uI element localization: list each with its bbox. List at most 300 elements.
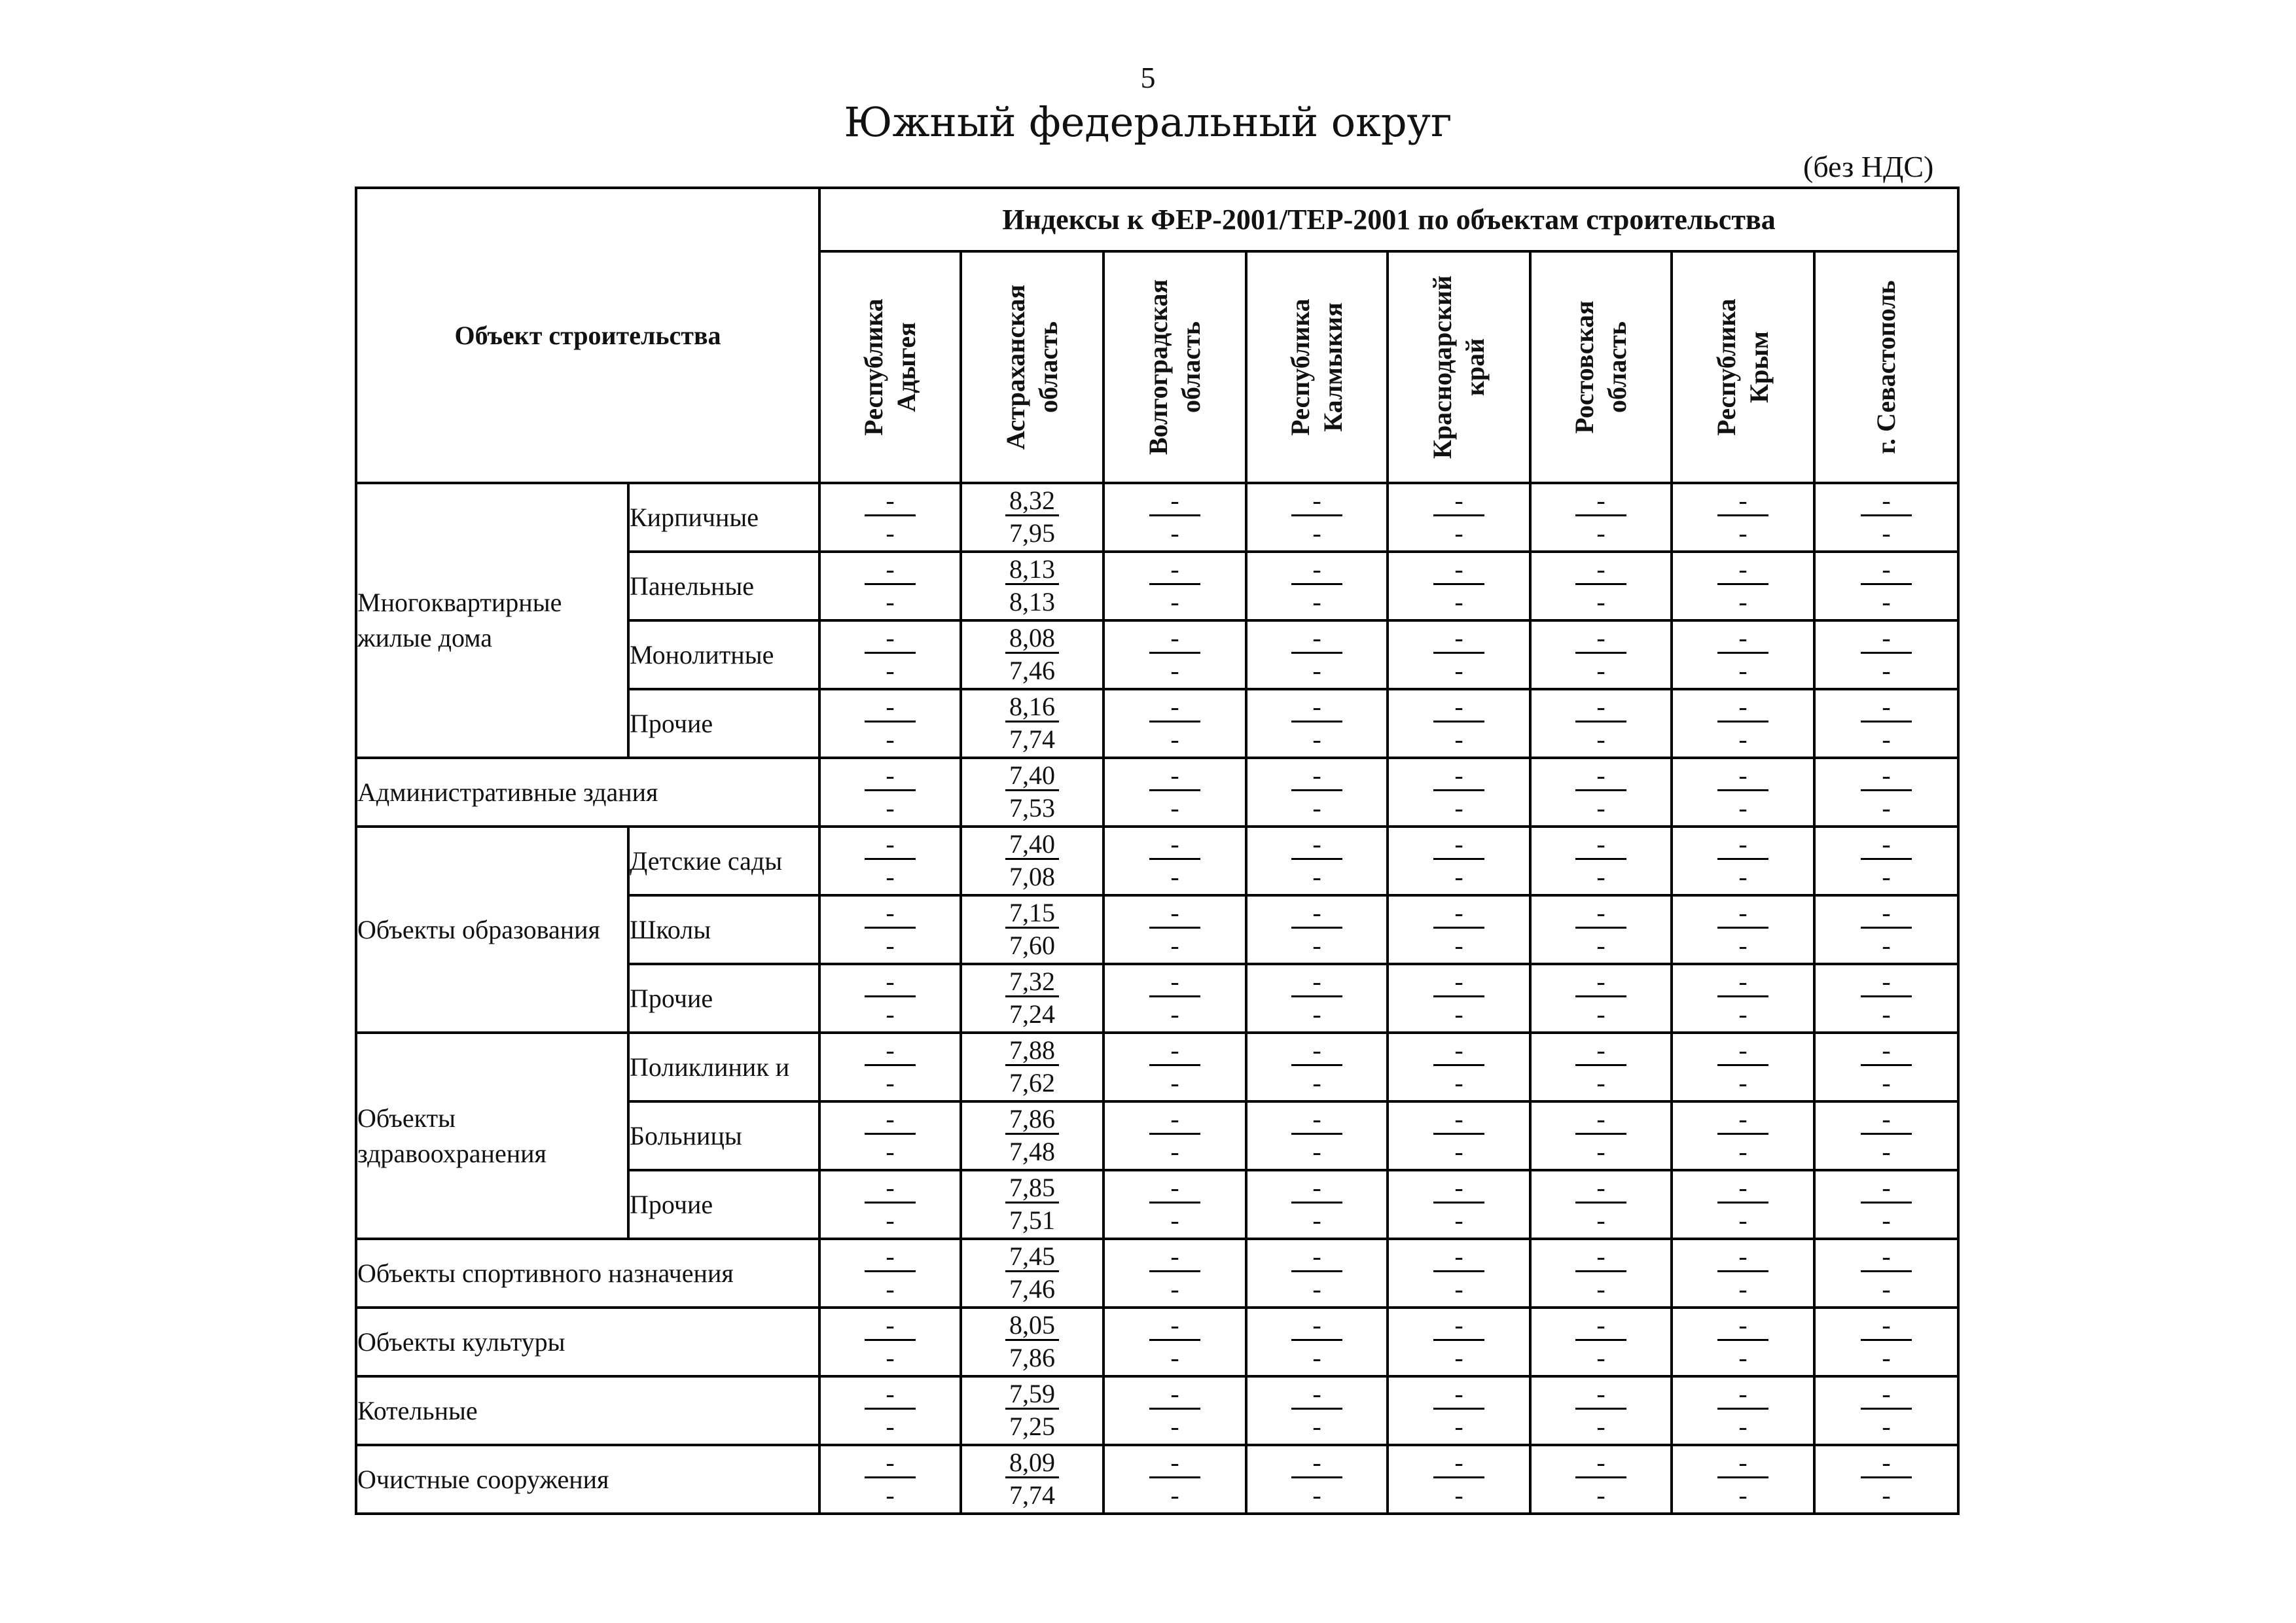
index-value-pair	[1291, 1446, 1342, 1512]
value-cell-sevastopol	[1814, 827, 1958, 895]
index-value-pair	[865, 965, 915, 1031]
index-value-ter: -	[1882, 1274, 1891, 1304]
index-value-pair	[1575, 690, 1626, 757]
value-cell-sevastopol	[1814, 964, 1958, 1033]
index-value-pair	[1717, 828, 1768, 894]
index-value-pair	[1149, 484, 1200, 550]
index-value-fer: -	[1170, 898, 1179, 927]
value-cell-kalmykia	[1246, 1170, 1388, 1239]
index-value-pair	[865, 622, 915, 688]
index-value-ter: -	[1170, 1068, 1179, 1097]
index-table	[355, 187, 1960, 1515]
vat-note: (без НДС)	[1803, 150, 1934, 183]
index-value-ter: -	[1312, 1137, 1321, 1166]
index-value-pair	[1005, 759, 1059, 825]
index-value-fer: -	[1454, 1379, 1463, 1408]
index-value-ter: -	[1882, 1068, 1891, 1097]
index-value-pair	[1005, 622, 1059, 688]
value-cell-sevastopol	[1814, 1170, 1958, 1239]
index-value-pair	[1005, 484, 1059, 550]
value-cell-rostov	[1530, 483, 1672, 552]
index-value-pair	[1575, 828, 1626, 894]
value-cell-rostov	[1530, 1376, 1672, 1445]
indices-group-header: Индексы к ФЕР-2001/ТЕР-2001 по объектам строительства	[819, 188, 1958, 251]
index-value-fer: -	[886, 760, 895, 790]
index-value-pair	[1291, 1034, 1342, 1100]
index-value-ter: -	[1454, 518, 1463, 548]
index-value-ter: -	[1454, 1412, 1463, 1441]
value-cell-volgograd	[1103, 1445, 1246, 1514]
value-cell-adygea	[819, 1033, 961, 1101]
value-cell-kalmykia	[1246, 1033, 1388, 1101]
index-value-ter: -	[1170, 518, 1179, 548]
index-value-pair	[1149, 1103, 1200, 1169]
object-label: Очистные сооружения	[356, 1445, 819, 1514]
index-value-pair	[1433, 1034, 1484, 1100]
index-value-fer: -	[1454, 554, 1463, 584]
index-value-ter: -	[1596, 1068, 1605, 1097]
index-value-ter: -	[1738, 1205, 1748, 1235]
value-cell-astrakhan	[961, 1239, 1103, 1308]
index-value-fer: -	[1596, 623, 1605, 652]
index-value-ter: 7,60	[1009, 931, 1056, 960]
index-value-fer: -	[1312, 829, 1321, 859]
value-cell-crimea	[1672, 1239, 1814, 1308]
index-value-pair	[1291, 1171, 1342, 1238]
index-value-ter: -	[886, 1274, 895, 1304]
index-value-ter: -	[1738, 999, 1748, 1029]
index-value-fer: 7,59	[1009, 1379, 1056, 1408]
index-value-ter: -	[1312, 793, 1321, 823]
index-value-fer: -	[1596, 1173, 1605, 1202]
index-value-pair	[1005, 1034, 1059, 1100]
index-value-fer: -	[886, 1448, 895, 1477]
value-cell-volgograd	[1103, 483, 1246, 552]
page-number: 5	[1140, 61, 1156, 94]
region-header-text: Краснодарский край	[1427, 275, 1490, 459]
index-value-ter: -	[1738, 1137, 1748, 1166]
object-subtype-label: Панельные	[628, 552, 819, 620]
index-value-pair	[1005, 828, 1059, 894]
table-row	[356, 483, 1958, 552]
value-cell-krasnodar	[1388, 895, 1530, 964]
value-cell-rostov	[1530, 1170, 1672, 1239]
index-value-pair	[1291, 1240, 1342, 1306]
index-value-fer: -	[1454, 486, 1463, 515]
index-value-ter: -	[1882, 656, 1891, 685]
value-cell-krasnodar	[1388, 964, 1530, 1033]
index-value-ter: -	[1738, 1480, 1748, 1510]
value-cell-astrakhan	[961, 1101, 1103, 1170]
region-header-crimea	[1672, 251, 1814, 483]
index-value-pair	[1291, 1309, 1342, 1375]
object-subtype-label: Детские сады	[628, 827, 819, 895]
index-value-ter: -	[1454, 1480, 1463, 1510]
index-value-pair	[1717, 1446, 1768, 1512]
index-value-fer: -	[1738, 623, 1748, 652]
region-header-kalmykia	[1246, 251, 1388, 483]
index-value-fer: -	[1170, 1379, 1179, 1408]
index-value-pair	[1433, 622, 1484, 688]
index-value-fer: -	[1170, 829, 1179, 859]
index-value-pair	[1433, 1309, 1484, 1375]
index-value-fer: 8,08	[1009, 623, 1056, 652]
index-value-fer: -	[1882, 898, 1891, 927]
index-value-ter: 7,48	[1009, 1137, 1056, 1166]
index-value-fer: -	[1454, 898, 1463, 927]
value-cell-sevastopol	[1814, 483, 1958, 552]
index-value-ter: 7,24	[1009, 999, 1056, 1029]
value-cell-crimea	[1672, 620, 1814, 689]
value-cell-crimea	[1672, 895, 1814, 964]
index-value-pair	[1717, 690, 1768, 757]
index-value-ter: -	[1312, 1412, 1321, 1441]
region-header-krasnodar	[1388, 251, 1530, 483]
index-value-fer: -	[1738, 898, 1748, 927]
index-value-pair	[1861, 1171, 1911, 1238]
index-value-ter: -	[1738, 656, 1748, 685]
value-cell-astrakhan	[961, 827, 1103, 895]
index-value-fer: -	[1738, 1241, 1748, 1271]
value-cell-krasnodar	[1388, 1308, 1530, 1376]
index-value-fer: -	[1738, 486, 1748, 515]
value-cell-kalmykia	[1246, 964, 1388, 1033]
value-cell-astrakhan	[961, 1033, 1103, 1101]
index-value-ter: -	[1596, 793, 1605, 823]
index-value-fer: 7,40	[1009, 760, 1056, 790]
index-value-ter: -	[1454, 1343, 1463, 1372]
index-value-fer: -	[1882, 1310, 1891, 1340]
index-value-ter: 7,46	[1009, 656, 1056, 685]
value-cell-volgograd	[1103, 758, 1246, 827]
index-value-fer: -	[1312, 1241, 1321, 1271]
value-cell-rostov	[1530, 827, 1672, 895]
value-cell-rostov	[1530, 620, 1672, 689]
index-value-pair	[865, 828, 915, 894]
object-subtype-label: Кирпичные	[628, 483, 819, 552]
value-cell-kalmykia	[1246, 895, 1388, 964]
value-cell-adygea	[819, 483, 961, 552]
index-value-ter: -	[1596, 999, 1605, 1029]
index-value-fer: -	[1738, 1104, 1748, 1133]
object-subtype-label: Прочие	[628, 689, 819, 758]
index-value-pair	[1575, 553, 1626, 619]
index-value-pair	[1005, 965, 1059, 1031]
index-value-fer: -	[886, 967, 895, 996]
index-value-ter: -	[1312, 862, 1321, 891]
index-value-ter: -	[1312, 518, 1321, 548]
index-value-fer: -	[1738, 554, 1748, 584]
value-cell-krasnodar	[1388, 1170, 1530, 1239]
value-cell-crimea	[1672, 483, 1814, 552]
index-value-fer: -	[1170, 1448, 1179, 1477]
index-value-ter: 7,53	[1009, 793, 1056, 823]
index-value-fer: -	[1312, 1035, 1321, 1065]
object-group-label: Объекты здравоохранения	[356, 1033, 628, 1239]
value-cell-kalmykia	[1246, 689, 1388, 758]
index-value-fer: -	[1170, 1310, 1179, 1340]
index-value-fer: -	[886, 623, 895, 652]
index-value-ter: 7,62	[1009, 1068, 1056, 1097]
index-value-ter: -	[886, 931, 895, 960]
value-cell-krasnodar	[1388, 758, 1530, 827]
value-cell-kalmykia	[1246, 1308, 1388, 1376]
region-header-text: Республика Адыгея	[859, 298, 922, 436]
index-value-pair	[1861, 1309, 1911, 1375]
index-value-fer: 7,45	[1009, 1241, 1056, 1271]
index-value-pair	[1005, 1240, 1059, 1306]
index-value-pair	[1433, 1240, 1484, 1306]
value-cell-rostov	[1530, 1308, 1672, 1376]
index-value-fer: -	[1882, 829, 1891, 859]
index-value-fer: -	[1312, 692, 1321, 721]
index-value-fer: -	[1596, 486, 1605, 515]
index-value-ter: -	[1170, 862, 1179, 891]
index-value-ter: 7,25	[1009, 1412, 1056, 1441]
value-cell-sevastopol	[1814, 1445, 1958, 1514]
index-value-fer: -	[886, 692, 895, 721]
index-value-fer: -	[1882, 760, 1891, 790]
index-value-ter: -	[1170, 999, 1179, 1029]
value-cell-sevastopol	[1814, 1239, 1958, 1308]
table-row	[356, 1033, 1958, 1101]
value-cell-adygea	[819, 827, 961, 895]
value-cell-crimea	[1672, 689, 1814, 758]
value-cell-volgograd	[1103, 1101, 1246, 1170]
index-value-fer: -	[1596, 1448, 1605, 1477]
index-value-pair	[1433, 484, 1484, 550]
index-value-ter: -	[886, 1343, 895, 1372]
index-value-pair	[1291, 828, 1342, 894]
index-value-pair	[1717, 1309, 1768, 1375]
index-value-ter: -	[1882, 1480, 1891, 1510]
index-value-fer: -	[1738, 1173, 1748, 1202]
index-value-fer: -	[1882, 692, 1891, 721]
value-cell-krasnodar	[1388, 1033, 1530, 1101]
index-value-fer: -	[886, 829, 895, 859]
index-value-fer: -	[1312, 1379, 1321, 1408]
value-cell-adygea	[819, 964, 961, 1033]
value-cell-astrakhan	[961, 552, 1103, 620]
object-label: Котельные	[356, 1376, 819, 1445]
index-value-pair	[1005, 1309, 1059, 1375]
index-value-fer: -	[1738, 829, 1748, 859]
value-cell-kalmykia	[1246, 827, 1388, 895]
index-value-ter: -	[1170, 1205, 1179, 1235]
index-value-pair	[865, 1378, 915, 1444]
index-value-fer: -	[1312, 486, 1321, 515]
index-value-pair	[1861, 1034, 1911, 1100]
index-value-pair	[1433, 897, 1484, 963]
table-row	[356, 1376, 1958, 1445]
object-label: Административные здания	[356, 758, 819, 827]
index-value-fer: -	[1170, 1104, 1179, 1133]
index-value-fer: -	[1312, 967, 1321, 996]
index-value-pair	[1717, 1240, 1768, 1306]
index-value-pair	[1005, 897, 1059, 963]
index-value-pair	[865, 1240, 915, 1306]
index-value-pair	[1005, 1171, 1059, 1238]
index-value-fer: -	[1596, 1310, 1605, 1340]
index-value-ter: -	[1596, 1412, 1605, 1441]
index-value-ter: -	[1882, 1343, 1891, 1372]
value-cell-crimea	[1672, 827, 1814, 895]
object-column-header-text: Объект строительства	[454, 320, 721, 350]
index-value-ter: -	[886, 1205, 895, 1235]
index-value-fer: -	[1882, 1241, 1891, 1271]
index-value-pair	[1433, 965, 1484, 1031]
index-value-ter: -	[1882, 862, 1891, 891]
value-cell-kalmykia	[1246, 1101, 1388, 1170]
index-value-pair	[1433, 759, 1484, 825]
value-cell-astrakhan	[961, 1308, 1103, 1376]
index-value-pair	[865, 1309, 915, 1375]
value-cell-kalmykia	[1246, 1445, 1388, 1514]
value-cell-volgograd	[1103, 895, 1246, 964]
index-value-fer: -	[1454, 1448, 1463, 1477]
index-value-ter: -	[1596, 1205, 1605, 1235]
index-value-pair	[1005, 1378, 1059, 1444]
index-value-fer: -	[1312, 554, 1321, 584]
index-value-pair	[1291, 1378, 1342, 1444]
value-cell-krasnodar	[1388, 1376, 1530, 1445]
value-cell-sevastopol	[1814, 1101, 1958, 1170]
object-group-label: Объекты образования	[356, 827, 628, 1033]
value-cell-rostov	[1530, 1445, 1672, 1514]
value-cell-volgograd	[1103, 1376, 1246, 1445]
region-header-text: Республика Крым	[1712, 298, 1774, 436]
value-cell-astrakhan	[961, 620, 1103, 689]
index-value-ter: -	[886, 1068, 895, 1097]
index-value-pair	[1149, 1171, 1200, 1238]
index-value-fer: -	[1738, 1379, 1748, 1408]
index-value-pair	[1149, 690, 1200, 757]
index-value-ter: -	[1882, 1137, 1891, 1166]
index-value-pair	[1433, 1171, 1484, 1238]
index-value-pair	[1575, 484, 1626, 550]
index-value-ter: -	[1312, 724, 1321, 754]
table-row	[356, 1239, 1958, 1308]
index-value-ter: -	[1170, 1412, 1179, 1441]
index-value-ter: -	[1454, 724, 1463, 754]
region-header-sevastopol	[1814, 251, 1958, 483]
index-value-pair	[1861, 759, 1911, 825]
index-value-pair	[1717, 1034, 1768, 1100]
index-value-ter: -	[1738, 1412, 1748, 1441]
index-value-ter: -	[1882, 1412, 1891, 1441]
index-value-pair	[1717, 553, 1768, 619]
index-value-pair	[1005, 553, 1059, 619]
value-cell-volgograd	[1103, 827, 1246, 895]
index-value-pair	[1575, 1378, 1626, 1444]
index-value-pair	[1575, 759, 1626, 825]
value-cell-astrakhan	[961, 758, 1103, 827]
index-value-fer: 8,09	[1009, 1448, 1056, 1477]
index-value-ter: -	[1312, 999, 1321, 1029]
index-value-ter: -	[1312, 1274, 1321, 1304]
index-value-ter: -	[1596, 587, 1605, 616]
index-value-pair	[1149, 1034, 1200, 1100]
index-value-pair	[1861, 1240, 1911, 1306]
value-cell-astrakhan	[961, 689, 1103, 758]
index-value-ter: -	[1454, 1137, 1463, 1166]
index-value-pair	[1717, 1103, 1768, 1169]
index-value-pair	[1575, 1103, 1626, 1169]
value-cell-rostov	[1530, 1239, 1672, 1308]
index-value-fer: 7,86	[1009, 1104, 1056, 1133]
index-value-ter: -	[1882, 724, 1891, 754]
index-value-fer: -	[1596, 829, 1605, 859]
value-cell-rostov	[1530, 964, 1672, 1033]
index-value-fer: -	[886, 1173, 895, 1202]
index-value-ter: -	[1170, 1480, 1179, 1510]
index-value-pair	[865, 759, 915, 825]
table-row	[356, 1308, 1958, 1376]
region-header-text: Республика Калмыкия	[1285, 298, 1348, 436]
region-header-volgograd	[1103, 251, 1246, 483]
index-value-ter: -	[1596, 518, 1605, 548]
index-value-pair	[1575, 897, 1626, 963]
index-value-ter: -	[1170, 931, 1179, 960]
index-value-pair	[1861, 897, 1911, 963]
index-value-ter: -	[1454, 1274, 1463, 1304]
object-subtype-label: Школы	[628, 895, 819, 964]
value-cell-krasnodar	[1388, 1239, 1530, 1308]
index-value-ter: -	[1882, 587, 1891, 616]
index-value-pair	[1291, 897, 1342, 963]
index-value-fer: -	[1170, 623, 1179, 652]
index-value-pair	[1149, 553, 1200, 619]
index-value-ter: -	[1454, 1068, 1463, 1097]
index-value-pair	[1861, 828, 1911, 894]
index-value-ter: -	[1738, 862, 1748, 891]
value-cell-crimea	[1672, 1101, 1814, 1170]
index-value-fer: -	[1454, 623, 1463, 652]
index-value-pair	[1149, 1378, 1200, 1444]
value-cell-rostov	[1530, 758, 1672, 827]
value-cell-volgograd	[1103, 620, 1246, 689]
object-subtype-label: Монолитные	[628, 620, 819, 689]
index-value-fer: -	[886, 1035, 895, 1065]
index-value-fer: -	[1882, 1173, 1891, 1202]
table-row	[356, 827, 1958, 895]
index-value-fer: -	[1596, 967, 1605, 996]
index-value-fer: 8,16	[1009, 692, 1056, 721]
index-value-fer: -	[1454, 1173, 1463, 1202]
index-value-pair	[1433, 1103, 1484, 1169]
value-cell-krasnodar	[1388, 483, 1530, 552]
index-value-pair	[1149, 622, 1200, 688]
index-value-pair	[865, 1034, 915, 1100]
index-value-fer: -	[1882, 1448, 1891, 1477]
value-cell-crimea	[1672, 1170, 1814, 1239]
index-value-pair	[1149, 1309, 1200, 1375]
index-value-fer: -	[1454, 760, 1463, 790]
value-cell-adygea	[819, 1101, 961, 1170]
value-cell-rostov	[1530, 895, 1672, 964]
index-value-fer: 8,05	[1009, 1310, 1056, 1340]
index-value-fer: -	[1596, 898, 1605, 927]
index-value-pair	[1861, 1103, 1911, 1169]
index-value-ter: -	[1170, 656, 1179, 685]
index-value-fer: -	[1454, 692, 1463, 721]
index-value-fer: -	[1312, 1173, 1321, 1202]
index-value-ter: 7,74	[1009, 1480, 1056, 1510]
index-value-ter: -	[1454, 931, 1463, 960]
value-cell-rostov	[1530, 689, 1672, 758]
index-value-pair	[1717, 1171, 1768, 1238]
value-cell-sevastopol	[1814, 689, 1958, 758]
